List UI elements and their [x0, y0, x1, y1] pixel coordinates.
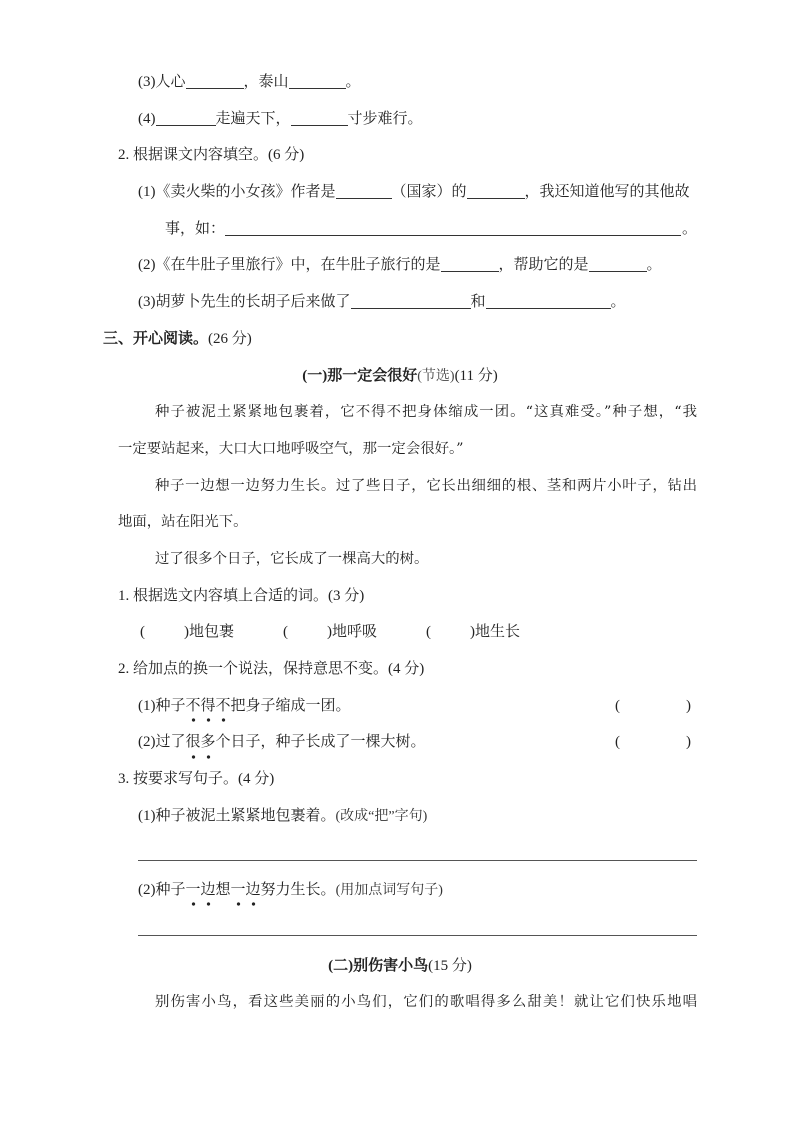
question-2-item-2-text-a: (2)《在牛肚子里旅行》中，在牛肚子旅行的是	[138, 257, 441, 274]
reading-question-3-item-1	[103, 798, 697, 835]
reading-question-2-item-1	[103, 688, 697, 725]
reading-question-3-item-2	[103, 872, 697, 909]
emphasized-words: 不得不	[186, 688, 231, 725]
paren-open: (	[426, 624, 431, 641]
idiom-item-3	[103, 64, 697, 101]
idiom-item-4-text-c: 寸步难行。	[347, 110, 423, 127]
question-2-item-3-text-c: 。	[610, 294, 626, 311]
paren-close: )	[686, 734, 691, 751]
section-3-heading-text: 三、开心阅读。	[103, 330, 209, 347]
sentence-text: (2)过了	[138, 734, 186, 751]
passage-1-note: (节选)	[417, 368, 455, 384]
idiom-item-3-text-a: (3)人心	[138, 74, 186, 90]
emphasized-words: 很多	[186, 724, 216, 761]
sentence-text: 想	[215, 881, 231, 898]
emphasized-words: 一边	[231, 872, 261, 909]
passage-1-line: 地面，站在阳光下。	[118, 514, 248, 531]
question-2-title	[103, 137, 697, 174]
word-fill-word: 地生长	[475, 624, 521, 641]
sentence-text: (1)种子	[138, 697, 186, 714]
question-2-item-1-text-a: (1)《卖火柴的小女孩》作者是	[138, 184, 336, 201]
reading-question-3-title	[103, 761, 697, 798]
passage-1-line: 过了很多个日子，它长成了一棵高大的树。	[155, 550, 429, 567]
sentence-text: (1)种子被泥土紧紧地包裹着。	[138, 807, 336, 824]
section-3-heading	[103, 321, 697, 358]
reading-question-1-title	[103, 578, 697, 615]
passage-1-line: 种子被泥土紧紧地包裹着，它不得不把身体缩成一团。“这真难受。”种子想，“我	[155, 404, 697, 421]
instruction-note: (用加点词写句子)	[335, 882, 443, 898]
paren-open: (	[140, 624, 145, 641]
paren-close: )	[184, 624, 189, 641]
passage-2-line: 别伤害小鸟，看这些美丽的小鸟们，它们的歌唱得多么甜美！就让它们快乐地唱	[155, 994, 697, 1011]
question-2-item-1-text-c: ，我还知道他写的其他故	[524, 184, 690, 201]
answer-blank	[291, 111, 348, 126]
paren-close: )	[686, 697, 691, 714]
question-2-item-3-text-a: (3)胡萝卜先生的长胡子后来做了	[138, 294, 351, 311]
emphasized-words: 一边	[186, 872, 216, 909]
passage-2-title	[103, 948, 697, 985]
question-2-item-1-continued	[103, 211, 697, 248]
sentence-text: 把身子缩成一团。	[230, 697, 351, 714]
sentence-text: 努力生长。	[260, 881, 336, 898]
question-2-item-2	[103, 247, 697, 284]
question-2-item-1-text-d: 事，如：	[165, 220, 226, 237]
reading-question-1-title-text: 1. 根据选文内容填上合适的词。(3 分)	[118, 587, 365, 604]
reading-question-2-title	[103, 651, 697, 688]
answer-line	[138, 908, 697, 936]
word-fill-item	[426, 614, 569, 651]
question-2-item-3-text-b: 和	[470, 294, 486, 311]
answer-blank	[351, 294, 471, 309]
passage-1-title	[103, 358, 697, 395]
word-fill-item	[283, 614, 426, 651]
paren-close: )	[470, 624, 475, 641]
answer-parens	[615, 688, 691, 725]
passage-2-score: (15 分)	[428, 957, 472, 974]
idiom-item-3-text-c: 。	[345, 74, 361, 90]
sentence-text: 个日子，种子长成了一棵大树。	[215, 734, 426, 751]
idiom-item-4	[103, 101, 697, 138]
question-2-item-2-text-c: 。	[646, 257, 662, 274]
paren-open: (	[615, 734, 620, 751]
answer-blank	[156, 111, 216, 126]
answer-blank	[589, 257, 647, 272]
question-2-item-3	[103, 284, 697, 321]
answer-blank	[441, 257, 499, 272]
answer-blank-long	[225, 221, 681, 236]
answer-blank	[186, 74, 244, 89]
answer-blank	[467, 184, 525, 199]
answer-parens	[615, 724, 691, 761]
sentence-text: (2)种子	[138, 881, 186, 898]
answer-blank	[486, 294, 611, 309]
question-2-item-1-text-b: （国家）的	[391, 184, 467, 201]
section-3-score: (26 分)	[208, 330, 252, 347]
question-2-item-1	[103, 174, 697, 211]
word-fill-row	[103, 614, 697, 651]
idiom-item-3-text-b: ，泰山	[243, 74, 289, 90]
reading-question-2-title-text: 2. 给加点的换一个说法，保持意思不变。(4 分)	[118, 661, 425, 677]
question-2-item-1-text-e: 。	[681, 220, 697, 237]
passage-1-line: 种子一边想一边努力生长。过了些日子，它长出细细的根、茎和两片小叶子，钻出	[155, 477, 697, 494]
answer-blank	[336, 184, 392, 199]
passage-1-score: (11 分)	[454, 367, 498, 384]
paren-close: )	[327, 624, 332, 641]
passage-1-line: 一定要站起来，大口大口地呼吸空气，那一定会很好。”	[118, 440, 464, 457]
word-fill-item	[140, 614, 283, 651]
reading-question-2-item-2	[103, 724, 697, 761]
reading-question-3-title-text: 3. 按要求写句子。(4 分)	[118, 771, 275, 788]
question-2-title-text: 2. 根据课文内容填空。(6 分)	[118, 147, 305, 164]
question-2-item-2-text-b: ，帮助它的是	[498, 257, 589, 274]
passage-2-title-text: (二)别伤害小鸟	[328, 957, 429, 974]
word-fill-word: 地包裹	[189, 624, 235, 641]
word-fill-word: 地呼吸	[332, 624, 378, 641]
paren-open: (	[615, 697, 620, 714]
idiom-item-4-text-b: 走遍天下，	[215, 110, 291, 127]
passage-1-title-text: (一)那一定会很好	[302, 367, 418, 384]
paren-open: (	[283, 624, 288, 641]
page-content	[103, 64, 697, 1021]
answer-blank	[289, 74, 346, 89]
idiom-item-4-text-a: (4)	[138, 110, 156, 127]
answer-line	[138, 834, 697, 861]
instruction-note: (改成“把”字句)	[335, 808, 428, 824]
